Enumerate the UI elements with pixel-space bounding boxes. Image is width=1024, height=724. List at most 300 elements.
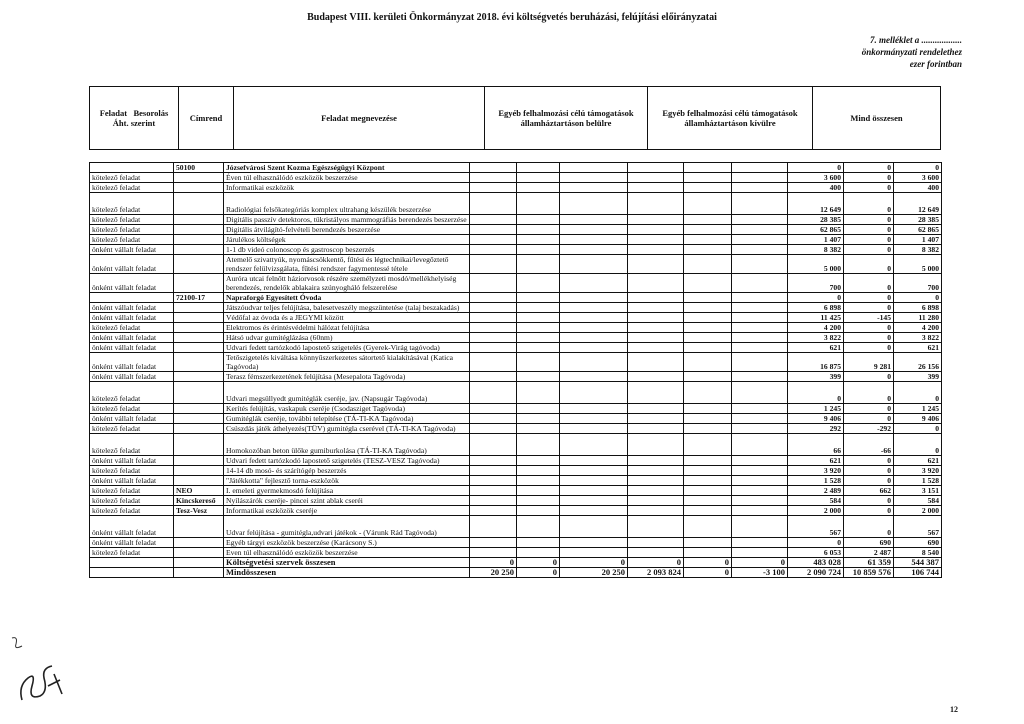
empty-cell: [732, 466, 788, 476]
empty-cell: [560, 323, 628, 333]
empty-cell: [470, 235, 517, 245]
empty-cell: [732, 456, 788, 466]
empty-cell: [732, 424, 788, 434]
empty-cell: [732, 313, 788, 323]
empty-cell: [684, 466, 732, 476]
table-row: [90, 293, 942, 303]
empty-cell: [684, 245, 732, 255]
value-cell: 8 382: [788, 245, 844, 255]
empty-cell: [560, 353, 628, 372]
value-cell: 0: [844, 274, 894, 293]
table-row: [90, 333, 942, 343]
empty-cell: [628, 293, 684, 303]
task-name-cell: Járulékos költségek: [224, 235, 470, 245]
cimrend-cell: [174, 372, 224, 382]
empty-cell: [517, 215, 560, 225]
empty-cell: [560, 173, 628, 183]
cimrend-cell: [174, 548, 224, 558]
col-cimrend-header: Címrend: [179, 87, 234, 150]
empty-cell: [560, 343, 628, 353]
table-row: [90, 215, 942, 225]
empty-cell: [684, 255, 732, 274]
table-row: [90, 516, 942, 538]
task-name-cell: Hátsó udvar gumitéglázása (60nm): [224, 333, 470, 343]
budget-table: [89, 162, 942, 578]
empty-cell: [517, 476, 560, 486]
feladat-cell: önként vállalt feladat: [90, 476, 174, 486]
task-name-cell: Gumitéglák cseréje, további telepítése (TÁ-TI-KA Tagóvoda): [224, 414, 470, 424]
value-cell: 11 425: [788, 313, 844, 323]
empty-cell: [517, 183, 560, 193]
empty-cell: [517, 173, 560, 183]
feladat-cell: kötelező feladat: [90, 424, 174, 434]
task-name-cell: Elektromos és érintésvédelmi hálózat felújítása: [224, 323, 470, 333]
empty-cell: [470, 456, 517, 466]
value-cell: 0: [894, 382, 942, 404]
table-row: [90, 456, 942, 466]
value-cell: 0: [844, 323, 894, 333]
empty-cell: [470, 434, 517, 456]
task-name-cell: Homokozóban beton ülőke gumiburkolása (TÁ-TI-KA Tagóvoda): [224, 434, 470, 456]
empty-cell: [560, 516, 628, 538]
value-cell: 5 000: [788, 255, 844, 274]
cimrend-cell: [174, 215, 224, 225]
col-megnevezes-header: Feladat megnevezése: [234, 87, 485, 150]
empty-cell: [684, 183, 732, 193]
feladat-cell: önként vállalt feladat: [90, 313, 174, 323]
value-cell: -66: [844, 434, 894, 456]
table-row: [90, 193, 942, 215]
empty-cell: [628, 235, 684, 245]
empty-cell: [732, 372, 788, 382]
empty-cell: [560, 382, 628, 404]
cimrend-cell: [174, 466, 224, 476]
empty-cell: [732, 404, 788, 414]
empty-cell: [560, 255, 628, 274]
table-row: [90, 245, 942, 255]
cimrend-cell: [174, 434, 224, 456]
page-title: Budapest VIII. kerületi Önkormányzat 2018. évi költségvetés beruházási, felújítási előirányzatai: [307, 12, 717, 23]
value-cell: 3 822: [788, 333, 844, 343]
task-name-cell: Kerítés felújítás, vaskapuk cseréje (Csodasziget Tagóvoda): [224, 404, 470, 414]
empty-cell: [684, 313, 732, 323]
value-cell: 621: [788, 456, 844, 466]
cimrend-cell: [174, 456, 224, 466]
table-row: [90, 424, 942, 434]
empty-cell: [628, 225, 684, 235]
value-cell: 0: [844, 404, 894, 414]
value-cell: 0: [844, 293, 894, 303]
empty-cell: [628, 434, 684, 456]
task-name-cell: Védőfal az óvoda és a JEGYMI között: [224, 313, 470, 323]
corner-mark-icon: [8, 634, 34, 658]
value-cell: 3 600: [894, 173, 942, 183]
feladat-cell: kötelező feladat: [90, 382, 174, 404]
annex-line-3: ezer forintban: [909, 59, 962, 69]
value-cell: 0: [844, 173, 894, 183]
feladat-cell: önként vállalt feladat: [90, 516, 174, 538]
empty-cell: [517, 235, 560, 245]
empty-cell: [517, 163, 560, 173]
feladat-cell: önként vállalt feladat: [90, 274, 174, 293]
empty-cell: [628, 333, 684, 343]
value-cell: 0: [844, 235, 894, 245]
empty-cell: [628, 245, 684, 255]
empty-cell: [684, 353, 732, 372]
page-number: 12: [950, 705, 958, 714]
value-cell: 0: [894, 434, 942, 456]
feladat-cell: kötelező feladat: [90, 496, 174, 506]
empty-cell: [732, 538, 788, 548]
value-cell: 0: [844, 382, 894, 404]
total-cell: 20 250: [560, 568, 628, 578]
empty-cell: [560, 486, 628, 496]
table-row: [90, 235, 942, 245]
cimrend-cell: [174, 274, 224, 293]
empty-cell: [517, 548, 560, 558]
value-cell: -292: [844, 424, 894, 434]
value-cell: 0: [844, 506, 894, 516]
empty-cell: [470, 215, 517, 225]
empty-cell: [517, 506, 560, 516]
empty-cell: [560, 372, 628, 382]
value-cell: 0: [844, 343, 894, 353]
empty-cell: [684, 486, 732, 496]
total-cell: 20 250: [470, 568, 517, 578]
empty-cell: [684, 548, 732, 558]
empty-cell: [470, 404, 517, 414]
value-cell: 400: [788, 183, 844, 193]
empty-cell: [517, 353, 560, 372]
empty-cell: [684, 424, 732, 434]
empty-cell: [560, 466, 628, 476]
col-egyeb-kivul-line2: államháztartáson kívülre: [684, 118, 776, 128]
empty-cell: [684, 404, 732, 414]
value-cell: 0: [844, 215, 894, 225]
task-name-cell: 14-14 db mosó- és szárítógép beszerzés: [224, 466, 470, 476]
empty-cell: [732, 343, 788, 353]
table-row: [90, 323, 942, 333]
value-cell: 0: [788, 382, 844, 404]
table-row: [90, 372, 942, 382]
empty-cell: [684, 333, 732, 343]
col-feladat-header: [90, 87, 179, 150]
empty-cell: [560, 414, 628, 424]
empty-cell: [470, 193, 517, 215]
empty-cell: [517, 434, 560, 456]
value-cell: 0: [844, 193, 894, 215]
value-cell: 1 245: [788, 404, 844, 414]
empty-cell: [628, 303, 684, 313]
empty-cell: [684, 372, 732, 382]
value-cell: 0: [844, 466, 894, 476]
cimrend-cell: [174, 404, 224, 414]
empty-cell: [628, 183, 684, 193]
header-table: [89, 86, 941, 150]
empty-cell: [684, 235, 732, 245]
value-cell: 0: [894, 293, 942, 303]
empty-cell: [517, 516, 560, 538]
empty-cell: [470, 496, 517, 506]
empty-cell: [470, 225, 517, 235]
empty-cell: [470, 163, 517, 173]
feladat-cell: kötelező feladat: [90, 323, 174, 333]
value-cell: 621: [894, 343, 942, 353]
empty-cell: [628, 163, 684, 173]
value-cell: 2 487: [844, 548, 894, 558]
empty-cell: [560, 225, 628, 235]
col-egyeb-belul-header: [485, 87, 648, 150]
feladat-cell: önként vállalt feladat: [90, 372, 174, 382]
value-cell: 399: [788, 372, 844, 382]
value-cell: 62 865: [894, 225, 942, 235]
value-cell: 66: [788, 434, 844, 456]
empty-cell: [470, 343, 517, 353]
value-cell: 16 875: [788, 353, 844, 372]
empty-cell: [470, 173, 517, 183]
empty-cell: [560, 538, 628, 548]
cimrend-cell: [174, 333, 224, 343]
empty-cell: [732, 548, 788, 558]
cimrend-cell: NEO: [174, 486, 224, 496]
empty-cell: [732, 255, 788, 274]
empty-cell: [684, 163, 732, 173]
value-cell: 0: [844, 476, 894, 486]
total-cell: -3 100: [732, 568, 788, 578]
task-name-cell: Éven túl elhasználódó eszközök beszerzése: [224, 173, 470, 183]
feladat-cell: kötelező feladat: [90, 225, 174, 235]
feladat-cell: [90, 293, 174, 303]
task-name-cell: "Játékkotta" fejlesztő torna-eszközök: [224, 476, 470, 486]
value-cell: 4 200: [788, 323, 844, 333]
task-name-cell: Udvari fedett tartózkodó lapostető szigetelés (Gyerek-Virág tagóvoda): [224, 343, 470, 353]
empty-cell: [732, 323, 788, 333]
empty-cell: [732, 382, 788, 404]
empty-cell: [732, 173, 788, 183]
feladat-cell: önként vállalt feladat: [90, 414, 174, 424]
value-cell: 662: [844, 486, 894, 496]
value-cell: 0: [844, 516, 894, 538]
col-egyeb-kivul-line1: Egyéb felhalmozási célú támogatások: [662, 108, 798, 118]
total-cell: 0: [560, 558, 628, 568]
empty-cell: [684, 193, 732, 215]
feladat-cell: kötelező feladat: [90, 486, 174, 496]
empty-cell: [470, 382, 517, 404]
empty-cell: [470, 372, 517, 382]
task-name-cell: Udvar felújítása - gumitégla,udvari játékok - (Várunk Rád Tagóvoda): [224, 516, 470, 538]
task-name-cell: Atemelő szivattyúk, nyomáscsökkentő, fűtési és légtechnikai/levegőztető rendszer felülvizsgálata, fűtési rendszer fagymentessé tétele: [224, 255, 470, 274]
table-row: [90, 434, 942, 456]
empty-cell: [684, 496, 732, 506]
empty-cell: [628, 343, 684, 353]
value-cell: 12 649: [894, 193, 942, 215]
empty-cell: [628, 538, 684, 548]
empty-cell: [732, 163, 788, 173]
cimrend-cell: [174, 245, 224, 255]
value-cell: 1 245: [894, 404, 942, 414]
cimrend-cell: [174, 173, 224, 183]
value-cell: 3 600: [788, 173, 844, 183]
empty-cell: [560, 496, 628, 506]
value-cell: 0: [894, 163, 942, 173]
value-cell: 2 000: [894, 506, 942, 516]
total-cell: 10 859 576: [844, 568, 894, 578]
value-cell: 1 528: [894, 476, 942, 486]
table-row: [90, 414, 942, 424]
value-cell: 1 407: [894, 235, 942, 245]
empty-cell: [732, 215, 788, 225]
empty-cell: [560, 548, 628, 558]
value-cell: 4 200: [894, 323, 942, 333]
value-cell: 0: [788, 293, 844, 303]
empty-cell: [517, 456, 560, 466]
feladat-cell: kötelező feladat: [90, 404, 174, 414]
empty-cell: [732, 496, 788, 506]
value-cell: 567: [894, 516, 942, 538]
empty-cell: [732, 303, 788, 313]
value-cell: 1 528: [788, 476, 844, 486]
feladat-cell: önként vállalt feladat: [90, 333, 174, 343]
empty-cell: [628, 173, 684, 183]
total-cell: 61 359: [844, 558, 894, 568]
value-cell: 621: [788, 343, 844, 353]
value-cell: 0: [844, 496, 894, 506]
feladat-cell: önként vállalt feladat: [90, 245, 174, 255]
empty-cell: [517, 245, 560, 255]
feladat-cell: kötelező feladat: [90, 548, 174, 558]
total-row-grand: [90, 568, 942, 578]
task-name-cell: Udvari fedett tartózkodó lapostető szigetelés (TESZ-VESZ Tagóvoda): [224, 456, 470, 466]
table-row: [90, 225, 942, 235]
empty-cell: [470, 274, 517, 293]
empty-cell: [517, 303, 560, 313]
table-row: [90, 476, 942, 486]
task-name-cell: Radiológiai felsőkategóriás komplex ultrahang készülék beszerzése: [224, 193, 470, 215]
empty-cell: [732, 245, 788, 255]
cimrend-cell: [174, 225, 224, 235]
annex-line-1: 7. melléklet a ..................: [870, 35, 962, 45]
total-cell: 0: [517, 558, 560, 568]
empty-cell: [732, 333, 788, 343]
value-cell: 28 385: [894, 215, 942, 225]
value-cell: 9 281: [844, 353, 894, 372]
value-cell: 584: [894, 496, 942, 506]
empty-cell: [517, 225, 560, 235]
value-cell: 0: [844, 255, 894, 274]
empty-cell: [560, 424, 628, 434]
empty-cell: [560, 235, 628, 245]
empty-cell: [628, 456, 684, 466]
empty-cell: [732, 414, 788, 424]
annex-line-2: önkormányzati rendelethez: [861, 47, 962, 57]
empty-cell: [684, 303, 732, 313]
value-cell: 399: [894, 372, 942, 382]
empty-cell: [628, 193, 684, 215]
value-cell: 0: [844, 245, 894, 255]
total-cell: 483 028: [788, 558, 844, 568]
value-cell: 26 156: [894, 353, 942, 372]
empty-cell: [560, 476, 628, 486]
task-name-cell: Digitális passzív detektoros, tükristályos mammográfiás berendezés beszerzése: [224, 215, 470, 225]
cimrend-cell: [174, 183, 224, 193]
empty-cell: [732, 193, 788, 215]
value-cell: 0: [844, 225, 894, 235]
empty-cell: [684, 293, 732, 303]
empty-cell: [470, 538, 517, 548]
table-row: [90, 163, 942, 173]
table-row: [90, 404, 942, 414]
empty-cell: [517, 255, 560, 274]
empty-cell: [470, 476, 517, 486]
value-cell: 9 406: [788, 414, 844, 424]
total-cell: 0: [517, 568, 560, 578]
col-egyeb-belul-line1: Egyéb felhalmozási célú támogatások: [498, 108, 634, 118]
empty-cell: [517, 343, 560, 353]
empty-cell: [628, 516, 684, 538]
total-cell: 2 093 824: [628, 568, 684, 578]
task-name-cell: Informatikai eszközök: [224, 183, 470, 193]
empty-cell: [684, 434, 732, 456]
value-cell: 0: [894, 424, 942, 434]
handwritten-signature-icon: [14, 656, 68, 712]
value-cell: 292: [788, 424, 844, 434]
empty-cell: [517, 293, 560, 303]
feladat-cell: [90, 163, 174, 173]
cimrend-cell: [174, 235, 224, 245]
empty-cell: [628, 313, 684, 323]
empty-cell: [628, 382, 684, 404]
empty-cell: [628, 506, 684, 516]
empty-cell: [517, 372, 560, 382]
empty-cell: [732, 225, 788, 235]
empty-cell: [684, 414, 732, 424]
value-cell: 0: [844, 414, 894, 424]
empty-cell: [732, 235, 788, 245]
empty-cell: [560, 215, 628, 225]
empty-cell: [628, 476, 684, 486]
empty-cell: [628, 548, 684, 558]
empty-cell: [684, 476, 732, 486]
empty-cell: [517, 274, 560, 293]
task-name-cell: Józsefvárosi Szent Kozma Egészségügyi Központ: [224, 163, 470, 173]
feladat-cell: önként vállalt feladat: [90, 353, 174, 372]
empty-cell: [732, 274, 788, 293]
empty-cell: [470, 548, 517, 558]
cimrend-cell: [174, 193, 224, 215]
empty-cell: [628, 372, 684, 382]
empty-cell: [470, 303, 517, 313]
empty-cell: [470, 323, 517, 333]
empty-cell: [470, 466, 517, 476]
task-name-cell: Csúszdás játék áthelyezés(TÜV) gumitégla cserével (TÁ-TI-KA Tagóvoda): [224, 424, 470, 434]
annex-note: [862, 34, 962, 70]
table-row: [90, 173, 942, 183]
feladat-cell: kötelező feladat: [90, 506, 174, 516]
task-name-cell: Napraforgó Egyesített Óvoda: [224, 293, 470, 303]
table-row: [90, 538, 942, 548]
task-name-cell: Tetőszigetelés kiváltása könnyűszerkezetes sátortető kialakításával (Katica Tagóvoda): [224, 353, 470, 372]
empty-cell: [732, 434, 788, 456]
empty-cell: [628, 353, 684, 372]
cimrend-cell: [174, 538, 224, 548]
empty-cell: [517, 313, 560, 323]
feladat-cell: kötelező feladat: [90, 193, 174, 215]
task-name-cell: Terasz fémszerkezetének felújítása (Mesepalota Tagóvoda): [224, 372, 470, 382]
col-besorolas-label: Besorolás: [133, 108, 169, 118]
empty-cell: [684, 215, 732, 225]
cimrend-cell: [174, 343, 224, 353]
empty-cell: [684, 382, 732, 404]
